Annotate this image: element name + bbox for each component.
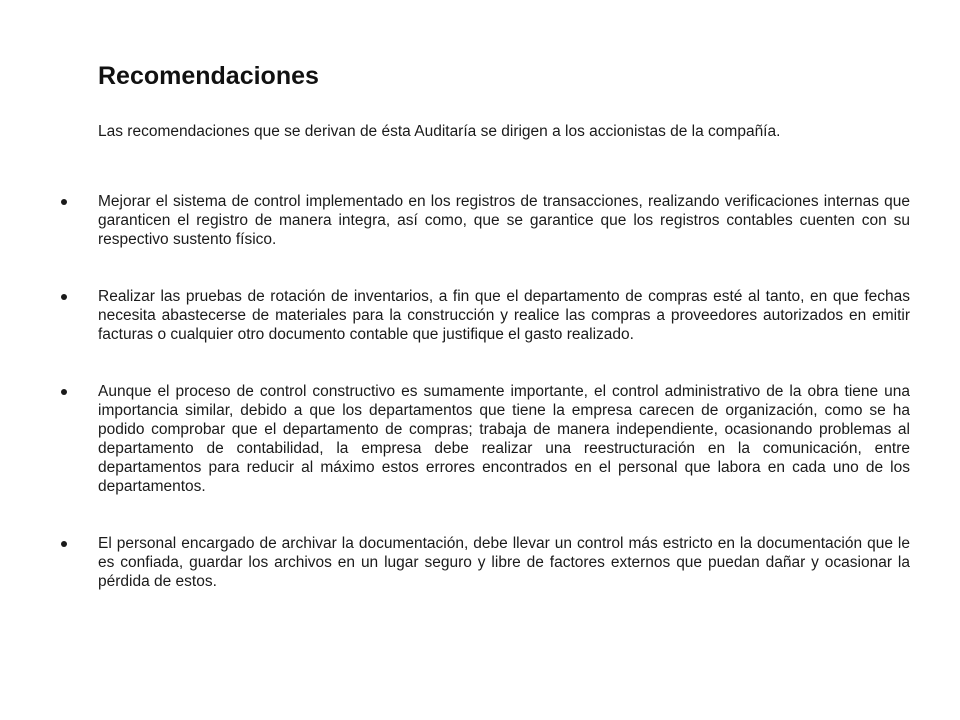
list-item — [0, 287, 960, 344]
list-item — [0, 192, 960, 249]
intro-paragraph: Las recomendaciones que se derivan de ésta Auditaría se dirigen a los accionistas de la compañía. — [98, 123, 781, 140]
bullet-icon — [61, 541, 67, 547]
list-item-text: Mejorar el sistema de control implementado en los registros de transacciones, realizando verificaciones internas que garanticen el registro de manera integra, así como, que se garantice que los registros contables cuenten con su respectivo sustento físico. — [98, 193, 910, 248]
list-item — [0, 534, 960, 591]
bullet-icon — [61, 199, 67, 205]
list-item-text: El personal encargado de archivar la documentación, debe llevar un control más estricto en la documentación que le es confiada, guardar los archivos en un lugar seguro y libre de factores externos que puedan dañar y ocasionar la pérdida de estos. — [98, 535, 910, 590]
list-item — [0, 382, 960, 496]
bullet-icon — [61, 389, 67, 395]
list-item-text: Aunque el proceso de control constructivo es sumamente importante, el control administrativo de la obra tiene una importancia similar, debido a que los departamentos que tiene la empresa carecen de organización, como se ha podido comprobar que el departamento de compras; trabaja de manera independiente, ocasionando problemas al departamento de contabilidad, la empresa debe realizar una reestructuración en la comunicación, entre departamentos para reducir al máximo estos errores encontrados en el personal que labora en cada uno de los departamentos. — [98, 383, 910, 495]
bullet-icon — [61, 294, 67, 300]
list-item-text: Realizar las pruebas de rotación de inventarios, a fin que el departamento de compras esté al tanto, en que fechas necesita abastecerse de materiales para la construcción y realice las compras a proveedores autorizados en emitir facturas o cualquier otro documento contable que justifique el gasto realizado. — [98, 288, 910, 343]
slide-title: Recomendaciones — [98, 62, 319, 90]
recommendation-list — [0, 192, 960, 629]
